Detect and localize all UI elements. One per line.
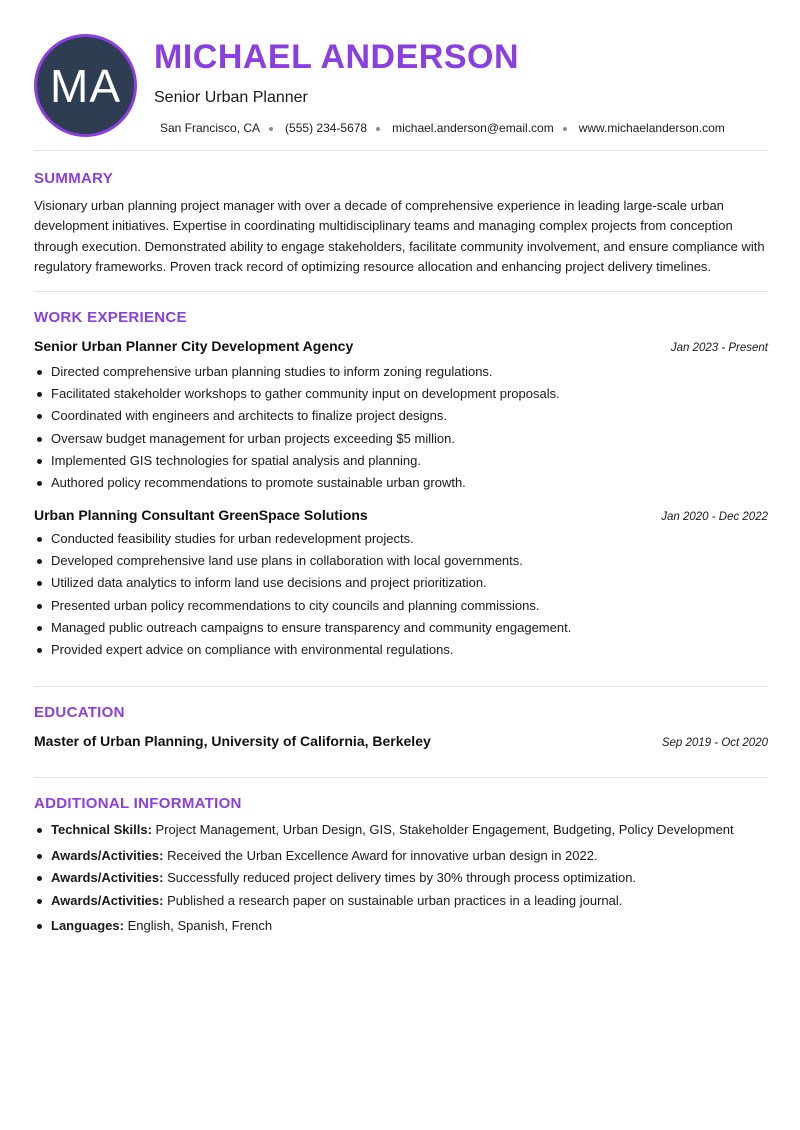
job-date: Jan 2023 - Present [670,342,768,354]
info-label: Technical Skills: [51,822,152,837]
info-text: Published a research paper on sustainable urban practices in a leading journal. [167,892,623,908]
list-item: Utilized data analytics to inform land use decisions and project prioritization. [34,572,768,594]
job-header [34,507,768,523]
list-item [34,915,768,938]
degree: Master of Urban Planning, University of California, Berkeley [34,733,431,749]
candidate-name: MICHAEL ANDERSON [154,38,520,76]
contact-location: San Francisco, CA [160,121,261,135]
job-bullets [34,361,768,494]
avatar-initials: MA [50,59,121,112]
list-item: Oversaw budget management for urban projects exceeding $5 million. [34,428,768,450]
job-header [34,338,768,354]
list-item: Facilitated stakeholder workshops to gather community input on development proposals. [34,383,768,405]
contact-line [160,121,725,135]
job-title: Senior Urban Planner City Development Agency [34,338,354,354]
info-label: Awards/Activities: [51,870,164,886]
work-experience-heading: WORK EXPERIENCE [34,309,187,326]
list-item [34,867,768,890]
summary-heading: SUMMARY [34,170,114,187]
divider [34,686,768,687]
education-date: Sep 2019 - Oct 2020 [661,737,768,749]
list-item: Conducted feasibility studies for urban redevelopment projects. [34,528,768,550]
list-item: Developed comprehensive land use plans in collaboration with local governments. [34,550,768,572]
list-item: Provided expert advice on compliance with environmental regulations. [34,639,768,661]
list-item: Implemented GIS technologies for spatial analysis and planning. [34,450,768,472]
divider [34,291,768,292]
additional-info-heading: ADDITIONAL INFORMATION [34,795,242,812]
separator-dot [269,127,273,131]
list-item [34,819,768,842]
list-item [34,890,768,913]
info-text: Successfully reduced project delivery times by 30% through process optimization. [167,870,637,886]
info-label: Awards/Activities: [51,892,164,908]
info-text: Project Management, Urban Design, GIS, Stakeholder Engagement, Budgeting, Policy Development [155,822,734,837]
info-label: Awards/Activities: [51,847,164,863]
job-bullets [34,528,768,661]
education-entry [34,733,768,749]
avatar [34,34,137,137]
list-item [34,845,768,868]
candidate-title: Senior Urban Planner [154,89,308,106]
contact-phone: (555) 234-5678 [285,121,368,135]
contact-email[interactable]: michael.anderson@email.com [392,121,554,135]
education-heading: EDUCATION [34,704,125,721]
additional-info-list [34,819,768,938]
list-item: Authored policy recommendations to promote sustainable urban growth. [34,472,768,494]
contact-website[interactable]: www.michaelanderson.com [578,121,725,135]
job-date: Jan 2020 - Dec 2022 [661,511,768,523]
info-text: English, Spanish, French [127,918,273,934]
list-item: Coordinated with engineers and architects to finalize project designs. [34,405,768,427]
list-item: Directed comprehensive urban planning studies to inform zoning regulations. [34,361,768,383]
separator-dot [376,127,380,131]
job-title: Urban Planning Consultant GreenSpace Solutions [34,507,368,523]
list-item: Presented urban policy recommendations to city councils and planning commissions. [34,595,768,617]
divider [34,150,768,151]
summary-text: Visionary urban planning project manager with over a decade of comprehensive experience in leading large-scale urban development initiatives. Expertise in coordinating multidisciplinary teams and managing complex projects from conception through execution. Demonstrated ability to engage stakeholders, facilitate community involvement, and ensure compliance with regulatory frameworks. Proven track record of optimizing resource allocation and enhancing project delivery timelines. [34,198,765,274]
divider [34,777,768,778]
info-text: Received the Urban Excellence Award for innovative urban design in 2022. [167,847,598,863]
separator-dot [563,127,567,131]
info-label: Languages: [51,918,124,934]
list-item: Managed public outreach campaigns to ensure transparency and community engagement. [34,617,768,639]
